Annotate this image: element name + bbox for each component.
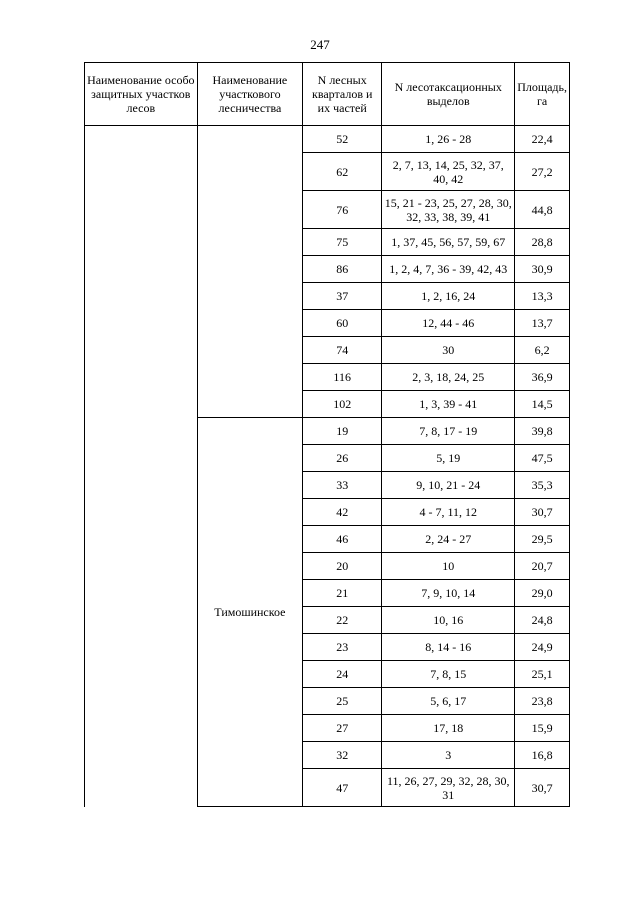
page-number: 247 xyxy=(310,37,330,52)
plots-cell: 7, 8, 15 xyxy=(382,661,515,688)
plots-cell: 10 xyxy=(382,553,515,580)
quarter-cell: 116 xyxy=(303,364,382,391)
area-cell: 29,0 xyxy=(515,580,570,607)
quarter-cell: 19 xyxy=(303,418,382,445)
area-cell: 13,3 xyxy=(515,283,570,310)
area-cell: 44,8 xyxy=(515,191,570,229)
area-cell: 20,7 xyxy=(515,553,570,580)
quarter-cell: 32 xyxy=(303,742,382,769)
quarter-cell: 26 xyxy=(303,445,382,472)
quarter-cell: 24 xyxy=(303,661,382,688)
quarter-cell: 102 xyxy=(303,391,382,418)
protected-area-cell xyxy=(85,126,198,807)
plots-cell: 1, 37, 45, 56, 57, 59, 67 xyxy=(382,229,515,256)
plots-cell: 1, 2, 4, 7, 36 - 39, 42, 43 xyxy=(382,256,515,283)
header-forestry: Наименование участкового лесничества xyxy=(197,63,303,126)
header-plots: N лесотаксационных выделов xyxy=(382,63,515,126)
quarter-cell: 86 xyxy=(303,256,382,283)
forest-plots-table xyxy=(84,62,570,807)
quarter-cell: 74 xyxy=(303,337,382,364)
table-row xyxy=(85,126,570,153)
quarter-cell: 23 xyxy=(303,634,382,661)
area-cell: 15,9 xyxy=(515,715,570,742)
header-quarter: N лесных кварталов и их частей xyxy=(303,63,382,126)
area-cell: 30,9 xyxy=(515,256,570,283)
area-cell: 28,8 xyxy=(515,229,570,256)
plots-cell: 5, 6, 17 xyxy=(382,688,515,715)
plots-cell: 12, 44 - 46 xyxy=(382,310,515,337)
area-cell: 27,2 xyxy=(515,153,570,191)
area-cell: 30,7 xyxy=(515,499,570,526)
area-cell: 23,8 xyxy=(515,688,570,715)
forestry-cell xyxy=(197,126,303,418)
header-protected-area: Наименование особо защитных участков лесов xyxy=(85,63,198,126)
quarter-cell: 42 xyxy=(303,499,382,526)
quarter-cell: 22 xyxy=(303,607,382,634)
quarter-cell: 46 xyxy=(303,526,382,553)
plots-cell: 5, 19 xyxy=(382,445,515,472)
quarter-cell: 37 xyxy=(303,283,382,310)
plots-cell: 9, 10, 21 - 24 xyxy=(382,472,515,499)
plots-cell: 8, 14 - 16 xyxy=(382,634,515,661)
area-cell: 25,1 xyxy=(515,661,570,688)
plots-cell: 1, 3, 39 - 41 xyxy=(382,391,515,418)
area-cell: 24,9 xyxy=(515,634,570,661)
quarter-cell: 75 xyxy=(303,229,382,256)
area-cell: 24,8 xyxy=(515,607,570,634)
table-header-row xyxy=(85,63,570,126)
forestry-cell: Тимошинское xyxy=(197,418,303,807)
quarter-cell: 27 xyxy=(303,715,382,742)
quarter-cell: 20 xyxy=(303,553,382,580)
plots-cell: 1, 26 - 28 xyxy=(382,126,515,153)
area-cell: 35,3 xyxy=(515,472,570,499)
area-cell: 39,8 xyxy=(515,418,570,445)
area-cell: 13,7 xyxy=(515,310,570,337)
plots-cell: 11, 26, 27, 29, 32, 28, 30, 31 xyxy=(382,769,515,807)
area-cell: 36,9 xyxy=(515,364,570,391)
area-cell: 6,2 xyxy=(515,337,570,364)
plots-cell: 4 - 7, 11, 12 xyxy=(382,499,515,526)
area-cell: 16,8 xyxy=(515,742,570,769)
plots-cell: 2, 3, 18, 24, 25 xyxy=(382,364,515,391)
quarter-cell: 33 xyxy=(303,472,382,499)
area-cell: 29,5 xyxy=(515,526,570,553)
plots-cell: 7, 9, 10, 14 xyxy=(382,580,515,607)
plots-cell: 10, 16 xyxy=(382,607,515,634)
quarter-cell: 62 xyxy=(303,153,382,191)
plots-cell: 7, 8, 17 - 19 xyxy=(382,418,515,445)
area-cell: 22,4 xyxy=(515,126,570,153)
quarter-cell: 21 xyxy=(303,580,382,607)
plots-cell: 2, 24 - 27 xyxy=(382,526,515,553)
area-cell: 14,5 xyxy=(515,391,570,418)
quarter-cell: 25 xyxy=(303,688,382,715)
quarter-cell: 60 xyxy=(303,310,382,337)
plots-cell: 3 xyxy=(382,742,515,769)
quarter-cell: 47 xyxy=(303,769,382,807)
area-cell: 47,5 xyxy=(515,445,570,472)
plots-cell: 1, 2, 16, 24 xyxy=(382,283,515,310)
quarter-cell: 76 xyxy=(303,191,382,229)
header-area: Площадь, га xyxy=(515,63,570,126)
plots-cell: 2, 7, 13, 14, 25, 32, 37, 40, 42 xyxy=(382,153,515,191)
area-cell: 30,7 xyxy=(515,769,570,807)
plots-cell: 17, 18 xyxy=(382,715,515,742)
quarter-cell: 52 xyxy=(303,126,382,153)
plots-cell: 30 xyxy=(382,337,515,364)
plots-cell: 15, 21 - 23, 25, 27, 28, 30, 32, 33, 38, 39, 41 xyxy=(382,191,515,229)
